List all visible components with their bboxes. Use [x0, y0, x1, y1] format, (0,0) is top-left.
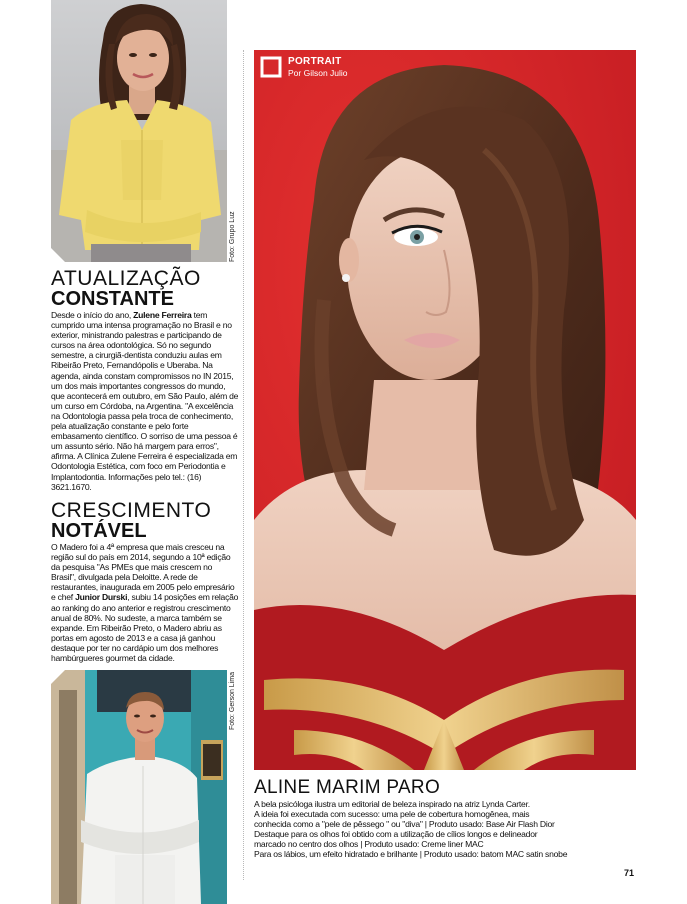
zulene-illustration	[51, 0, 227, 262]
chef-photo	[51, 670, 227, 904]
section1-title-line2: CONSTANTE	[51, 288, 174, 310]
section-crescimento	[51, 500, 239, 663]
column-divider	[243, 50, 244, 880]
zulene-photo	[51, 0, 227, 262]
portrait-illustration	[254, 50, 636, 770]
caption-line-4: Destaque para os olhos foi obtido com a utilização de cílios longos e delineador	[254, 829, 538, 840]
section2-body-pre: O Madero foi a 4ª empresa que mais cresceu na região sul do país em 2014, segundo a 10ª edição da pesquisa "As PMEs que mais crescem no Brasil", divulgada pela Deloitte. A rede de restaurantes, inaugurada em 2005 pelo empresário e chef	[51, 542, 235, 603]
section1-body-post: tem cumprido uma intensa programação no Brasil e no exterior, ministrando palestras e participando de cursos na área odontológica. Só no segundo semestre, a cirurgiã-dentista conduziu aulas em Ribeirão Preto, Fernandópolis e Uberaba. Na agenda, ainda constam compromissos no IN 2015, um dos mais importantes congressos do mundo, que acontecerá em outubro, em São Paulo, além de um curso em Córdoba, na Argentina. "A excelência na Odontologia passa pela troca de conhecimento, pela atualização constante e pelo forte embasamento científico. O sorriso de uma pessoa é um assunto sério. Não há margem para erros", afirma. A Clínica Zulene Ferreira é especializada em Odontologia Estética, com foco em Periodontia e Implantodontia. Informações pelo tel.: (16) 3621.1670.	[51, 310, 239, 492]
portrait-tag: PORTRAIT	[288, 56, 342, 67]
page-number: 71	[624, 868, 635, 878]
section1-body-name: Zulene Ferreira	[133, 310, 192, 320]
caption-line-3: conhecida como a "pele de pêssego " ou "diva" | Produto usado: Base Air Flash Dior	[254, 819, 555, 830]
section2-title-line2: NOTÁVEL	[51, 520, 147, 542]
section2-body	[51, 542, 239, 663]
portrait-name: ALINE MARIM PARO	[254, 777, 441, 798]
section1-body	[51, 310, 239, 492]
caption-line-1: A bela psicóloga ilustra um editorial de beleza inspirado na atriz Lynda Carter.	[254, 799, 530, 809]
caption-line-2: A ideia foi executada com sucesso: uma pele de cobertura homogênea, mais	[254, 809, 530, 820]
caption-line-6: Para os lábios, um efeito hidratado e brilhante | Produto usado: batom MAC satin snobe	[254, 849, 568, 860]
portrait-byline: Por Gilson Julio	[288, 68, 348, 78]
chef-illustration	[51, 670, 227, 904]
section2-title-line1: CRESCIMENTO	[51, 499, 212, 522]
portrait-caption	[254, 799, 634, 860]
portrait-photo	[254, 50, 636, 770]
section2-body-name: Junior Durski	[75, 592, 128, 603]
section2-body-post: , subiu 14 posições em relação ao ranking do ano anterior e registrou crescimento anual de 80%. No sudeste, a marca também se expande. Em Ribeirão Preto, o Madero abriu as portas em agosto de 2013 e a casa já ganhou destaque por ter no cardápio um dos melhores hambúrgueres gourmet da cidade.	[51, 592, 239, 664]
section1-title-line1: ATUALIZAÇÃO	[51, 267, 201, 290]
section1-body-pre: Desde o início do ano,	[51, 310, 134, 320]
photo-credit-bottom: Foto: Gerson Lima	[229, 672, 236, 730]
caption-line-5: marcado no centro dos olhos | Produto usado: Creme liner MAC	[254, 839, 484, 850]
photo-credit-top: Foto: Grupo Luz	[229, 211, 236, 262]
section-atualizacao	[51, 268, 239, 492]
